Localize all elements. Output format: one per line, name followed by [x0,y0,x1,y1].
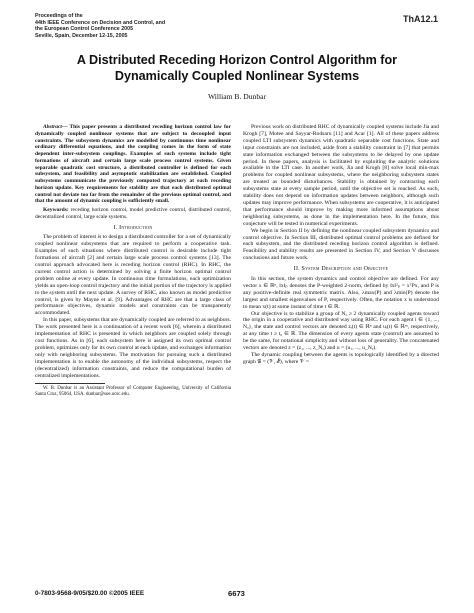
author-name: William B. Dunbar [207,92,267,101]
intro-paragraph-1: The problem of interest is to design a distributed controller for a set of dynamically coupled nonlinear subsystems that are required to perform a cooperative task. Examples of such situations where distributed control is desirable include tight formations of aircraft [2] and certain large scale process control systems [13]. The control approach advocated here is receding horizon control (RHC). In RHC, the current control action is determined by solving a finite horizon optimal control problem online at every update. In continuous time formulations, each optimization yields an open-loop control trajectory and the initial portion of the trajectory is applied to the system until the next update. A survey of RHC, also known as model predictive control, is given by Mayne et al. [9]. Advantages of RHC are that a large class of performance objectives, dynamic models and constraints can be transparently accommodated. [35,234,231,317]
conference-line-2: the European Control Conference 2005 [35,26,134,33]
keywords-label: Keywords: [43,207,69,213]
abstract-text: — This paper presents a distributed receding horizon control law for dynamically coupled nonlinear systems that are subject to decoupled input constraints. The subsystem dynamics are modelled by continuous time nonlinear ordinary differential equations, and the coupling comes in the form of state dependent inter-subsystem couplings. Examples of such systems include tight formations of aircraft and certain large scale process control systems. Given separable quadratic cost structure, a distributed controller is defined for each subsystem, and feasibility and asymptotic stabilization are established. Coupled subsystems communicate the previously computed trajectory at each receding horizon update. Key requirements for stability are that each distributed optimal control not deviate too far from the remainder of the previous optimal control, and that the amount of dynamic coupling is sufficiently small. [35,124,231,205]
author-footnote: W. B. Dunbar is an Assistant Professor of Computer Engineering, University of California Santa Cruz, 95064, USA. dunbar@soe.ucsc.edu. [35,386,231,398]
left-column [35,124,231,398]
conference-header [35,13,275,39]
proceedings-line: Proceedings of the [35,13,83,19]
objective-paragraph: Our objective is to stabilize a group of Nₐ ≥ 2 dynamically coupled agents toward the origin in a cooperative and distributed way using RHC. For each agent i ∈ {1, ..., Nₐ}, the state and control vectors are denoted zᵢ(t) ∈ ℝⁿ and uᵢ(t) ∈ ℝᵐ, respectively, at any time t ≥ t₀ ∈ ℝ. The dimension of every agents state (control) are assumed to be the same, for notational simplicity and without loss of generality. The concatenated vectors are denoted z = (z₁, ..., z_Nₐ) and u = (u₁, ..., u_Nₐ). [243,310,439,352]
coupling-paragraph: The dynamic coupling between the agents is topologically identified by a directed graph 𝒢 = (𝒱, ℰ), where 𝒱 = [243,352,439,365]
paper-title [20,53,454,84]
session-code: ThA12.1 [402,14,438,24]
notation-paragraph: In this section, the system dynamics and control objective are defined. For any vector x ∈ ℝⁿ, ‖x‖ₚ denotes the P-weighted 2-norm, defined by ‖x‖²ₚ = xᵀPx, and P is any positive-definite real symmetric matrix. Also, λmax(P) and λmin(P) denote the largest and smallest eigenvalues of P, respectively. Often, the notation x is understood to mean x(t) at some instant of time t ∈ ℝ. [243,276,439,310]
section-1-heading: I. Introduction [113,224,153,231]
title-line-1: A Distributed Receding Horizon Control Algorithm for [76,53,398,67]
title-line-2: Dynamically Coupled Nonlinear Systems [114,68,360,83]
abstract-label: Abstract [43,124,62,130]
conference-line-1: 44th IEEE Conference on Decision and Control, and [35,19,166,26]
outline-paragraph: We begin in Section II by defining the nonlinear coupled subsystem dynamics and control objective. In Section III, distributed optimal control problems are defined for each subsystem, and the distributed receding horizon control algorithm is defined. Feasibility and stability results are presented in Section IV, and Section V discusses conclusions and future work. [243,227,439,262]
intro-paragraph-2: In this paper, subsystems that are dynamically coupled are referred to as neighbors. The work presented here is a continuation of a recent work [6], wherein a distributed implementation of RHC is presented in which neighbors are coupled solely through cost functions. As in [6], each subsystem here is assigned its own optimal control problem, optimizes only for its own control at each update, and exchanges information only with neighboring subsystems. The motivation for pursuing such a distributed implementation is to enable the autonomy of the individual subsystems, respect the (decentralized) information constraints, and reduce the computational burden of centralized implementations. [35,317,231,379]
related-work-paragraph: Previous work on distributed RHC of dynamically coupled systems include Jia and Krogh [7], Motee and Sayyar-Rodsaru [11] and Acar [1]. All of these papers address coupled LTI subsystem dynamics with quadratic separable cost functions. State and input constraints are not included, aside from a stability constraint in [7] that permits state information exchanged between the subsystems to be delayed by one update period. In these papers, analysis is facilitated by exploiting the analytic solutions available in the LTI case. In another work, Jia and Krogh [8] solve local min-max problems for coupled nonlinear subsystems, where the neighboring subsystem states are treated as bounded disturbances. Stability is obtained by contracting each subsystems state at every sample period, until the objective set is reached. As such, stability does not depend on information updates between neighbors, although such updates may improve performance. When subsystems are cooperative, it is anticipated that performance should improve by making more informed assumptions about neighboring subsystems, as done in the implementation here. In the future, this conjecture will be tested in numerical experiments. [243,124,439,227]
section-2-heading: II. System Description and Objective [293,266,389,273]
right-column [243,124,439,366]
keywords-text: receding horizon control, model predictive control, distributed control, decentralized control, large scale systems. [35,207,231,220]
conference-location: Seville, Spain, December 12-15, 2005 [35,32,128,39]
keywords [35,207,231,221]
isbn-copyright: 0-7803-9568-9/05/$20.00 ©2005 IEEE [35,590,145,597]
footnote-divider [35,383,105,384]
abstract [35,124,231,205]
page-number: 6673 [228,589,245,598]
